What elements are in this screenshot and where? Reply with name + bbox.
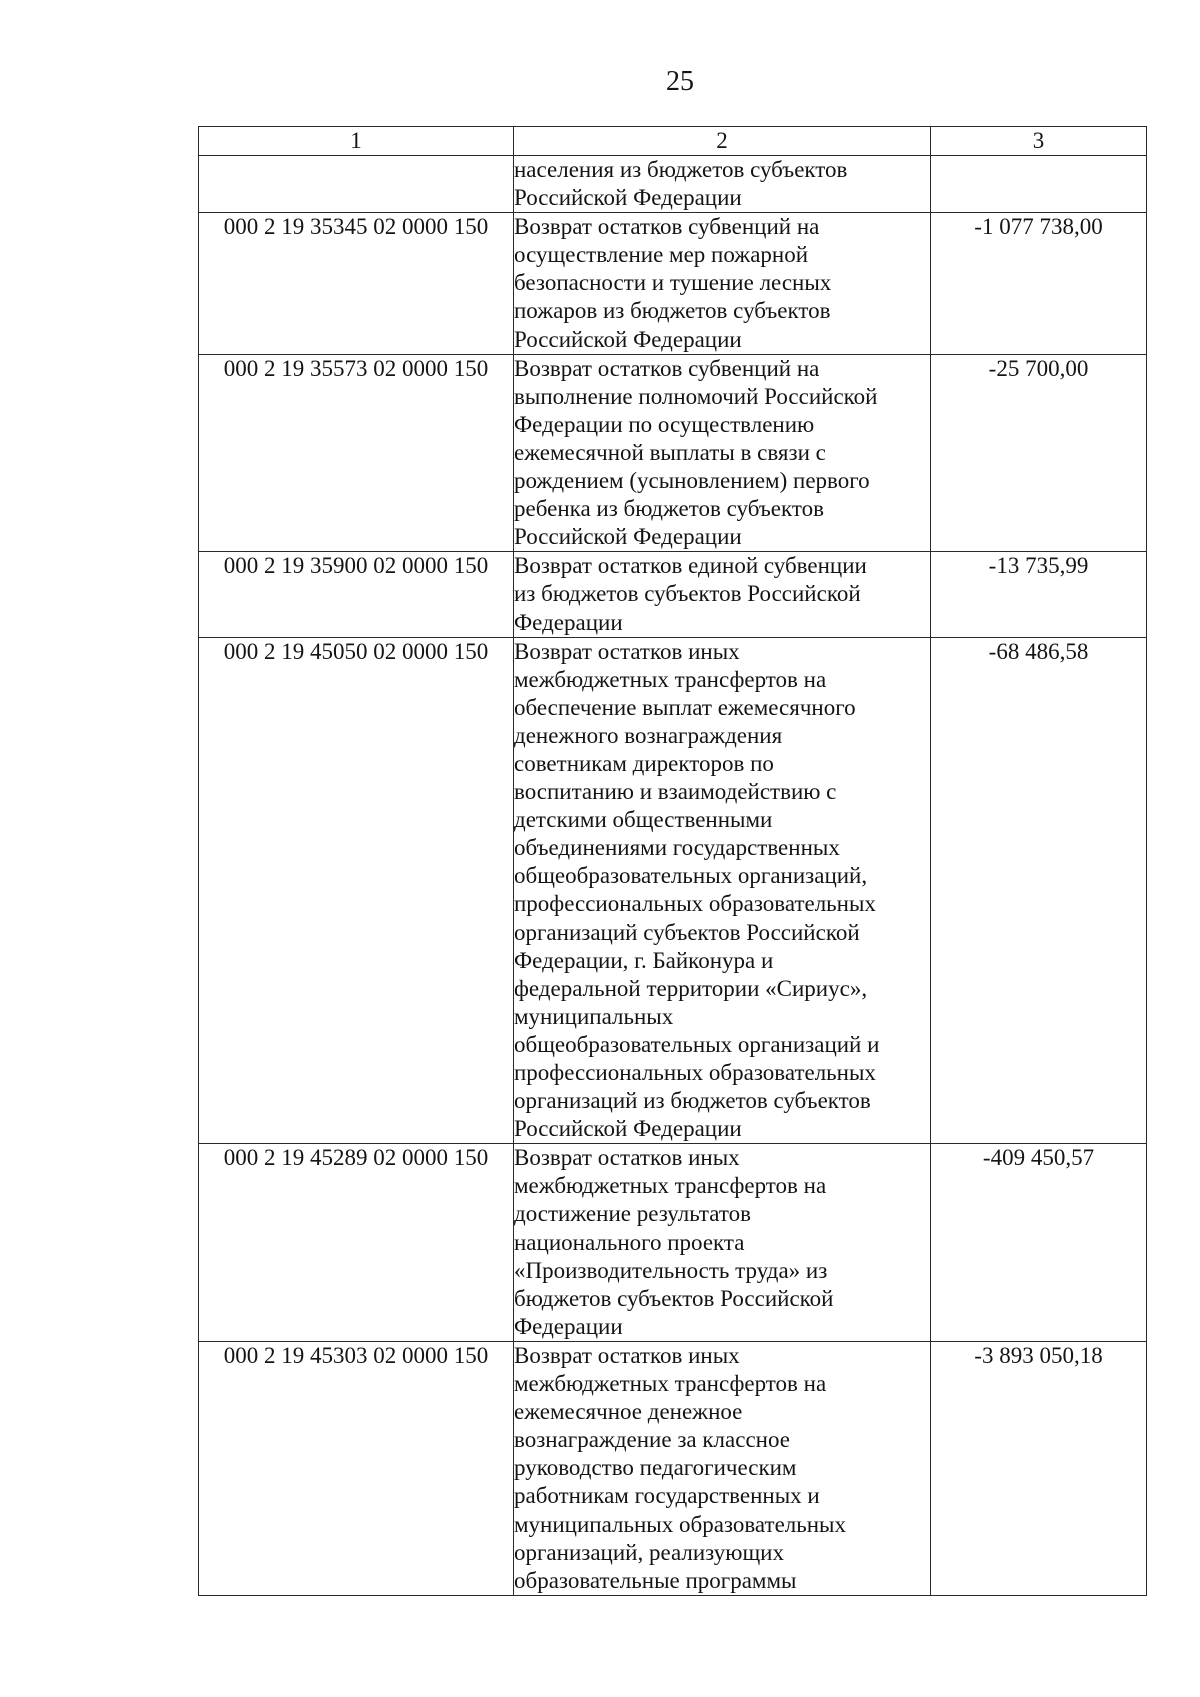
column-header-code: 1 bbox=[199, 127, 514, 156]
description-cell bbox=[514, 637, 931, 1144]
description-line: профессиональных образовательных bbox=[514, 1060, 876, 1085]
description-line: осуществление мер пожарной bbox=[514, 242, 809, 268]
table-row bbox=[199, 354, 1147, 552]
description-line: объединениями государственных bbox=[514, 835, 840, 861]
description-line: организаций субъектов Российской bbox=[514, 919, 860, 945]
description-line: федеральной территории «Сириус», bbox=[514, 975, 868, 1001]
description-cell bbox=[514, 1144, 931, 1342]
budget-code-cell bbox=[199, 156, 514, 213]
description-line: обеспечение выплат ежемесячного bbox=[514, 694, 856, 720]
budget-code-cell: 000 2 19 35900 02 0000 150 bbox=[199, 552, 514, 637]
description-line: из бюджетов субъектов Российской bbox=[514, 581, 861, 607]
budget-code-cell: 000 2 19 35573 02 0000 150 bbox=[199, 354, 514, 552]
description-line: Возврат остатков субвенций на bbox=[514, 214, 820, 240]
description-line: межбюджетных трансфертов на bbox=[514, 1371, 827, 1397]
table-row bbox=[199, 552, 1147, 637]
column-header-amount: 3 bbox=[931, 127, 1147, 156]
description-line: работникам государственных и bbox=[514, 1483, 820, 1509]
description-line: ежемесячной выплаты в связи с bbox=[514, 439, 826, 465]
description-line: общеобразовательных организаций и bbox=[514, 1031, 880, 1057]
description-line: Возврат остатков субвенций на bbox=[514, 355, 820, 381]
description-line: Российской Федерации bbox=[514, 524, 742, 550]
description-line: воспитанию и взаимодействию с bbox=[514, 779, 837, 805]
description-line: Российской Федерации bbox=[514, 1116, 742, 1142]
budget-code-cell: 000 2 19 45303 02 0000 150 bbox=[199, 1341, 514, 1595]
description-line: Российской Федерации bbox=[514, 326, 742, 352]
description-line: Федерации, г. Байконура и bbox=[514, 947, 774, 973]
description-line: достижение результатов bbox=[514, 1201, 751, 1227]
description-line: муниципальных образовательных bbox=[514, 1511, 847, 1537]
budget-code-cell: 000 2 19 45050 02 0000 150 bbox=[199, 637, 514, 1144]
budget-code-cell: 000 2 19 45289 02 0000 150 bbox=[199, 1144, 514, 1342]
description-line: общеобразовательных организаций, bbox=[514, 863, 868, 889]
description-cell bbox=[514, 552, 931, 637]
description-line: «Производительность труда» из bbox=[514, 1257, 828, 1283]
budget-table bbox=[198, 126, 1147, 1596]
description-line: межбюджетных трансфертов на bbox=[514, 1173, 827, 1199]
amount-cell: -1 077 738,00 bbox=[931, 213, 1147, 354]
description-cell bbox=[514, 156, 931, 213]
description-line: руководство педагогическим bbox=[514, 1455, 797, 1481]
description-line: пожаров из бюджетов субъектов bbox=[514, 298, 831, 324]
description-line: детскими общественными bbox=[514, 807, 773, 833]
description-line: ребенка из бюджетов субъектов bbox=[514, 496, 824, 522]
amount-cell: -409 450,57 bbox=[931, 1144, 1147, 1342]
amount-cell: -13 735,99 bbox=[931, 552, 1147, 637]
table-header bbox=[199, 127, 1147, 156]
amount-cell: -3 893 050,18 bbox=[931, 1341, 1147, 1595]
description-line: ежемесячное денежное bbox=[514, 1399, 743, 1425]
table-row bbox=[199, 637, 1147, 1144]
description-line: Возврат остатков иных bbox=[514, 638, 740, 664]
description-line: Возврат остатков единой субвенции bbox=[514, 553, 867, 579]
table-body bbox=[199, 156, 1147, 1596]
description-cell bbox=[514, 213, 931, 354]
description-line: советникам директоров по bbox=[514, 750, 774, 776]
table-row bbox=[199, 1144, 1147, 1342]
description-line: Возврат остатков иных bbox=[514, 1342, 740, 1368]
description-line: межбюджетных трансфертов на bbox=[514, 666, 827, 692]
description-line: рождением (усыновлением) первого bbox=[514, 468, 870, 494]
table-header-row bbox=[199, 127, 1147, 156]
table-row bbox=[199, 213, 1147, 354]
description-line: профессиональных образовательных bbox=[514, 891, 876, 917]
description-line: Возврат остатков иных bbox=[514, 1145, 740, 1171]
description-line: выполнение полномочий Российской bbox=[514, 383, 878, 409]
table-row bbox=[199, 156, 1147, 213]
table-row bbox=[199, 1341, 1147, 1595]
page-number: 25 bbox=[666, 66, 694, 97]
amount-cell: -25 700,00 bbox=[931, 354, 1147, 552]
description-line: Федерации по осуществлению bbox=[514, 411, 815, 437]
description-line: населения из бюджетов субъектов bbox=[514, 157, 848, 182]
description-cell bbox=[514, 1341, 931, 1595]
column-header-description: 2 bbox=[514, 127, 931, 156]
amount-cell: -68 486,58 bbox=[931, 637, 1147, 1144]
description-line: вознаграждение за классное bbox=[514, 1427, 790, 1453]
description-line: организаций, реализующих bbox=[514, 1539, 784, 1565]
description-line: Федерации bbox=[514, 1313, 623, 1339]
description-line: организаций из бюджетов субъектов bbox=[514, 1088, 871, 1114]
description-line: денежного вознаграждения bbox=[514, 722, 783, 748]
description-line: Российской Федерации bbox=[514, 185, 742, 211]
description-line: безопасности и тушение лесных bbox=[514, 270, 832, 296]
description-line: национального проекта bbox=[514, 1229, 745, 1255]
description-cell bbox=[514, 354, 931, 552]
amount-cell bbox=[931, 156, 1147, 213]
description-line: бюджетов субъектов Российской bbox=[514, 1285, 834, 1311]
budget-code-cell: 000 2 19 35345 02 0000 150 bbox=[199, 213, 514, 354]
description-line: Федерации bbox=[514, 609, 623, 635]
description-line: образовательные программы bbox=[514, 1567, 797, 1593]
description-line: муниципальных bbox=[514, 1003, 674, 1029]
